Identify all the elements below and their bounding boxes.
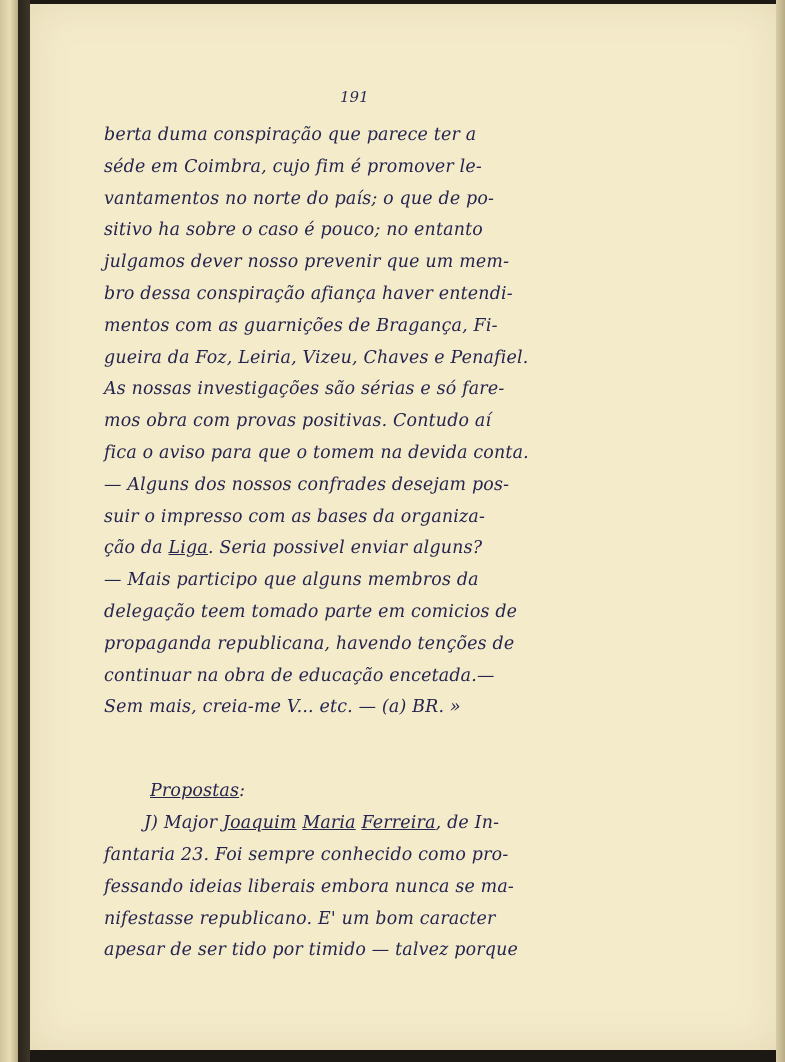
text-line: continuar na obra de educação encetada.—	[104, 665, 495, 686]
text-line: séde em Coimbra, cujo fim é promover le-	[104, 156, 482, 177]
page-right-edge	[776, 0, 785, 1062]
text-line: fica o aviso para que o tomem na devida conta.	[104, 442, 529, 463]
letter-excerpt	[104, 120, 624, 724]
text-line: suir o impresso com as bases da organiza-	[104, 506, 486, 527]
section-gap	[104, 724, 624, 774]
text-line: julgamos dever nosso prevenir que um mem-	[104, 252, 510, 273]
handwritten-body	[104, 120, 624, 967]
text-line: Sem mais, creia-me V... etc. — (a) BR. »	[104, 697, 461, 718]
text-line: mos obra com provas positivas. Contudo aí	[104, 411, 492, 432]
text-line: delegação teem tomado parte em comicios de	[104, 601, 518, 622]
underlined-liga: Liga	[168, 538, 208, 559]
text-line: — Alguns dos nossos confrades desejam pos-	[104, 474, 510, 495]
text-line: bro dessa conspiração afiança haver entendi-	[104, 283, 513, 304]
previous-page-edge	[0, 0, 18, 1062]
text-line: fessando ideias liberais embora nunca se ma-	[104, 876, 514, 897]
name-first: Joaquim	[222, 813, 297, 834]
text-fragment: ção da	[104, 538, 169, 559]
text-line: vantamentos no norte do país; o que de po-	[104, 188, 495, 209]
proposals-heading	[104, 774, 624, 808]
entry-suffix: , de In-	[435, 813, 500, 834]
proposals-heading-text: Propostas	[150, 781, 240, 802]
text-line: fantaria 23. Foi sempre conhecido como pro-	[104, 844, 509, 865]
text-line: berta duma conspiração que parece ter a	[104, 125, 477, 145]
text-line: As nossas investigações são sérias e só fare-	[104, 379, 505, 400]
binding-shadow	[18, 0, 30, 1062]
text-line: — Mais participo que alguns membros da	[104, 570, 479, 591]
name-middle: Maria	[302, 813, 356, 834]
entry-prefix: J) Major	[144, 813, 223, 834]
text-line: gueira da Foz, Leiria, Vizeu, Chaves e Penafiel.	[104, 347, 529, 368]
name-last: Ferreira	[361, 813, 436, 834]
heading-colon: :	[239, 781, 246, 802]
text-line: mentos com as guarnições de Bragança, Fi-	[104, 315, 498, 336]
text-line: sitivo ha sobre o caso é pouco; no entanto	[104, 220, 483, 241]
page-number: 191	[340, 88, 369, 106]
text-line: propaganda republicana, havendo tenções de	[104, 633, 515, 654]
text-line: nifestasse republicano. E' um bom caracter	[104, 908, 496, 929]
proposal-entry-j	[104, 808, 624, 840]
proposals-section	[104, 774, 624, 967]
text-fragment: . Seria possivel enviar alguns?	[207, 538, 483, 559]
text-line-liga	[104, 533, 624, 565]
text-line: apesar de ser tido por timido — talvez porque	[104, 940, 518, 961]
